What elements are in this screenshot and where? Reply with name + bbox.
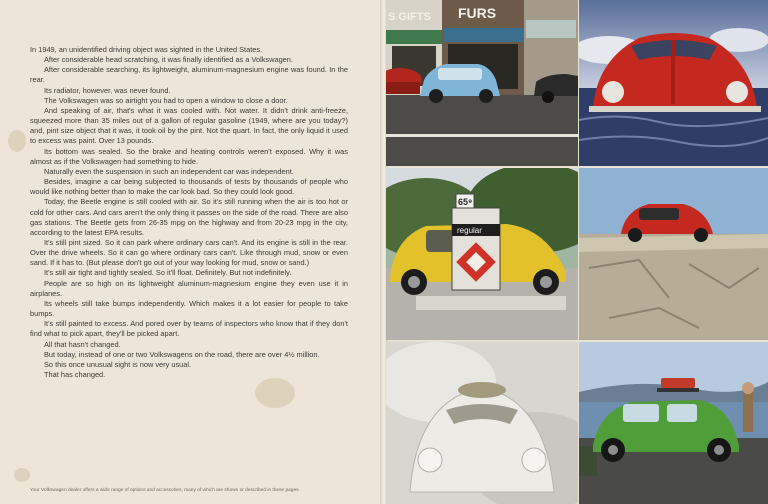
paper-stain (255, 378, 295, 408)
paragraph: Its bottom was sealed. So the brake and heating controls weren't exposed. Why it was almost as if the Volkswagen had something to hide. (30, 146, 348, 166)
paragraph: It's still painted to excess. And pored over by teams of inspectors who know that if they don't find what to pick apart, they'll be picked apart. (30, 319, 348, 339)
footer-note: Your Volkswagen dealer offers a wide range of options and accessories, many of which are shown or described in these pages. (30, 488, 300, 493)
gas-price: 65⁹ (458, 197, 473, 207)
paragraph: Besides, imagine a car being subjected to thousands of tests by thousands of people who would like nothing better than to make the car look bad. So they could look good. (30, 177, 348, 197)
paragraph: People are so high on its lightweight aluminum-magnesium engine they even use it in airplanes. (30, 278, 348, 298)
store-sign-gifts: S GIFTS (388, 11, 431, 23)
paragraph: It's still pint sized. So it can park where ordinary cars can't. And its engine is still in the rear. Over the drive wheels. So it can go where ordinary cars can't. Like through mud, snow or even sand. If it has to. (But please don't go out of your way looking for mud, snow or sand.) (30, 237, 348, 268)
paragraph: But today, instead of one or two Volkswagens on the road, there are over 4½ million. (44, 349, 320, 359)
photo-red-beetle-rocks (579, 168, 768, 340)
paper-stain (14, 468, 30, 482)
paragraph: Today, the Beetle engine is still cooled with air. So it's still running when the air is too hot or cold for other cars. And cars aren't the only thing it passes on the side of the road. There are also gas stations. The Beetle gets from 26-35 mpg on the highway and from 20-23 mpg in the city, according to the latest EPA results. (30, 197, 348, 237)
body-copy (30, 45, 348, 380)
paragraph: Its wheels still take bumps independently. Which makes it a lot easier for people to take bumps. (30, 298, 348, 319)
paragraph: So this once unusual sight is now very usual. (44, 359, 192, 369)
paragraph: Naturally even the suspension in such an independent car was independent. (44, 166, 294, 176)
paragraph: After considerable head scratching, it was finally identified as a Volkswagen. (44, 55, 293, 65)
paragraph: The Volkswagen was so airtight you had to open a window to close a door. (44, 95, 288, 105)
photo-faded-beetle (386, 342, 578, 504)
paragraph: And speaking of air, that's what it was cooled with. Not water. It didn't drink anti-freeze, squeezed more than 35 miles out of a gallon of regular gasoline (1949, where are you today?) and, pint size object that it was, it took oil by the pint. Not the quart. In fact, the only liquid it used to excess was paint. Over 13 pounds. (30, 105, 348, 146)
gas-brand-label: regular (457, 226, 482, 235)
photo-green-beetle-lake (579, 342, 768, 504)
paragraph: It's still air tight and tightly sealed. So it'll float. Definitely. But not indefinitely. (44, 268, 292, 278)
photo-yellow-beetle-gas-pump (386, 168, 578, 340)
paper-stain (8, 130, 26, 152)
store-sign-furs: FURS (458, 5, 497, 21)
paragraph: After considerable searching, its lightweight, aluminum-magnesium engine was found. In the rear. (30, 65, 348, 85)
photo-red-beetle-floating (579, 0, 768, 166)
paragraph: Its radiator, however, was never found. (44, 85, 171, 95)
photo-blue-beetle-street (386, 0, 578, 166)
paragraph: In 1949, an unidentified driving object was sighted in the United States. (30, 45, 263, 54)
paragraph: That has changed. (44, 370, 106, 379)
paragraph: All that hasn't changed. (44, 339, 121, 349)
